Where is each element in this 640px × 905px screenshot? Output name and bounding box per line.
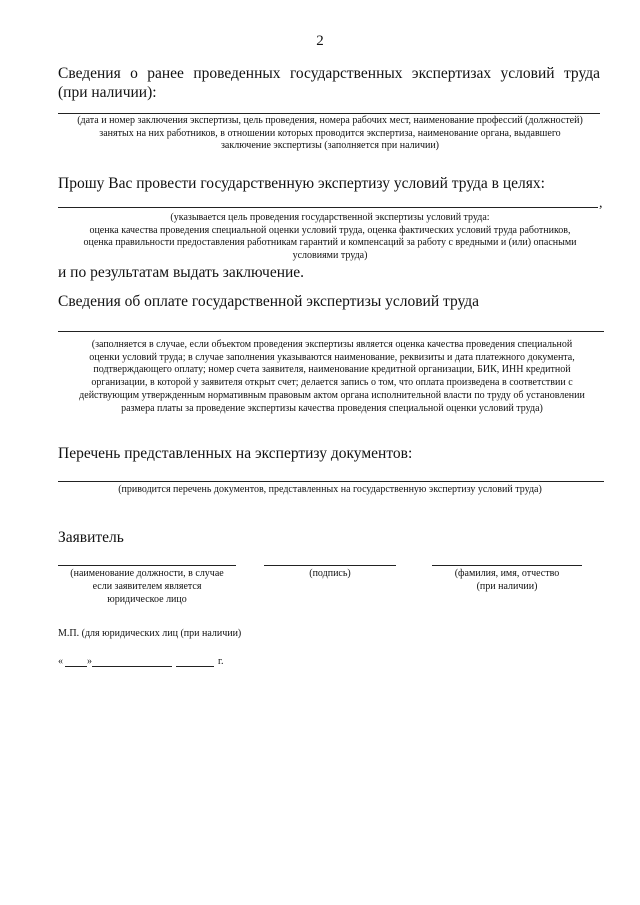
documents-note: (приводится перечень документов, представленных на государственную экспертизу условий труда)	[118, 484, 542, 495]
documents-input-line[interactable]	[58, 481, 604, 482]
date-year-suffix: г.	[218, 656, 224, 667]
signature-label: (подпись)	[309, 568, 351, 579]
stamp-label: М.П. (для юридических лиц (при наличии)	[58, 628, 242, 639]
prior-expertise-input-line[interactable]	[58, 113, 600, 114]
prior-expertise-heading-cont: (при наличии):	[58, 84, 157, 101]
request-note: (указывается цель проведения государственной экспертизы условий труда: оценка качества проведения специальной оценки условий труда, оценка фактических условий труда работников, оценка правильности предоставления работникам гарантий и компенсаций за работу с вредными и (или) опасными условиями труда)	[83, 212, 577, 261]
applicant-heading: Заявитель	[58, 529, 124, 546]
signature-input-line[interactable]	[264, 565, 396, 566]
date-open-quote: «	[58, 656, 63, 667]
payment-note: (заполняется в случае, если объектом проведения экспертизы является оценка качества проведения специальной оценки условий труда; в случае заполнения указываются наименование, реквизиты и дата платежного документа, подтверждающего оплату; номер счета заявителя, наименование кредитной организации, БИК, ИНН кредитной организации, в которой у заявителя открыт счет; делается запись о том, что оплата произведена в соответствии с действующим утвержденным нормативным правовым актом органа исполнительной власти по труду об установлении размера платы за проведение экспертизы качества проведения специальной оценки условий труда)	[79, 339, 585, 414]
request-goal-input-line[interactable]	[58, 207, 598, 208]
date-year-input[interactable]	[176, 666, 214, 667]
date-month-input[interactable]	[92, 666, 172, 667]
documents-heading: Перечень представленных на экспертизу документов:	[58, 445, 413, 462]
date-close-quote: »	[87, 656, 92, 667]
prior-expertise-note: (дата и номер заключения экспертизы, цель проведения, номера рабочих мест, наименование профессий (должностей) занятых на них работников, в отношении которых проводится экспертиза, наименование органа, выдавшего заключение экспертизы (заполняется при наличии)	[77, 115, 583, 151]
date-day-input[interactable]	[65, 666, 87, 667]
request-comma: ,	[599, 196, 603, 211]
full-name-label: (фамилия, имя, отчество (при наличии)	[454, 568, 560, 592]
request-conclusion: и по результатам выдать заключение.	[58, 264, 305, 281]
position-input-line[interactable]	[58, 565, 236, 566]
payment-heading: Сведения об оплате государственной экспертизы условий труда	[58, 293, 480, 310]
position-label: (наименование должности, в случае если заявителем является юридическое лицо	[70, 568, 224, 605]
prior-expertise-heading: Сведения о ранее проведенных государственных экспертизах условий труда	[58, 65, 600, 82]
payment-input-line[interactable]	[58, 331, 604, 332]
page-number: 2	[316, 33, 324, 49]
full-name-input-line[interactable]	[432, 565, 582, 566]
request-heading: Прошу Вас провести государственную экспертизу условий труда в целях:	[58, 175, 545, 192]
